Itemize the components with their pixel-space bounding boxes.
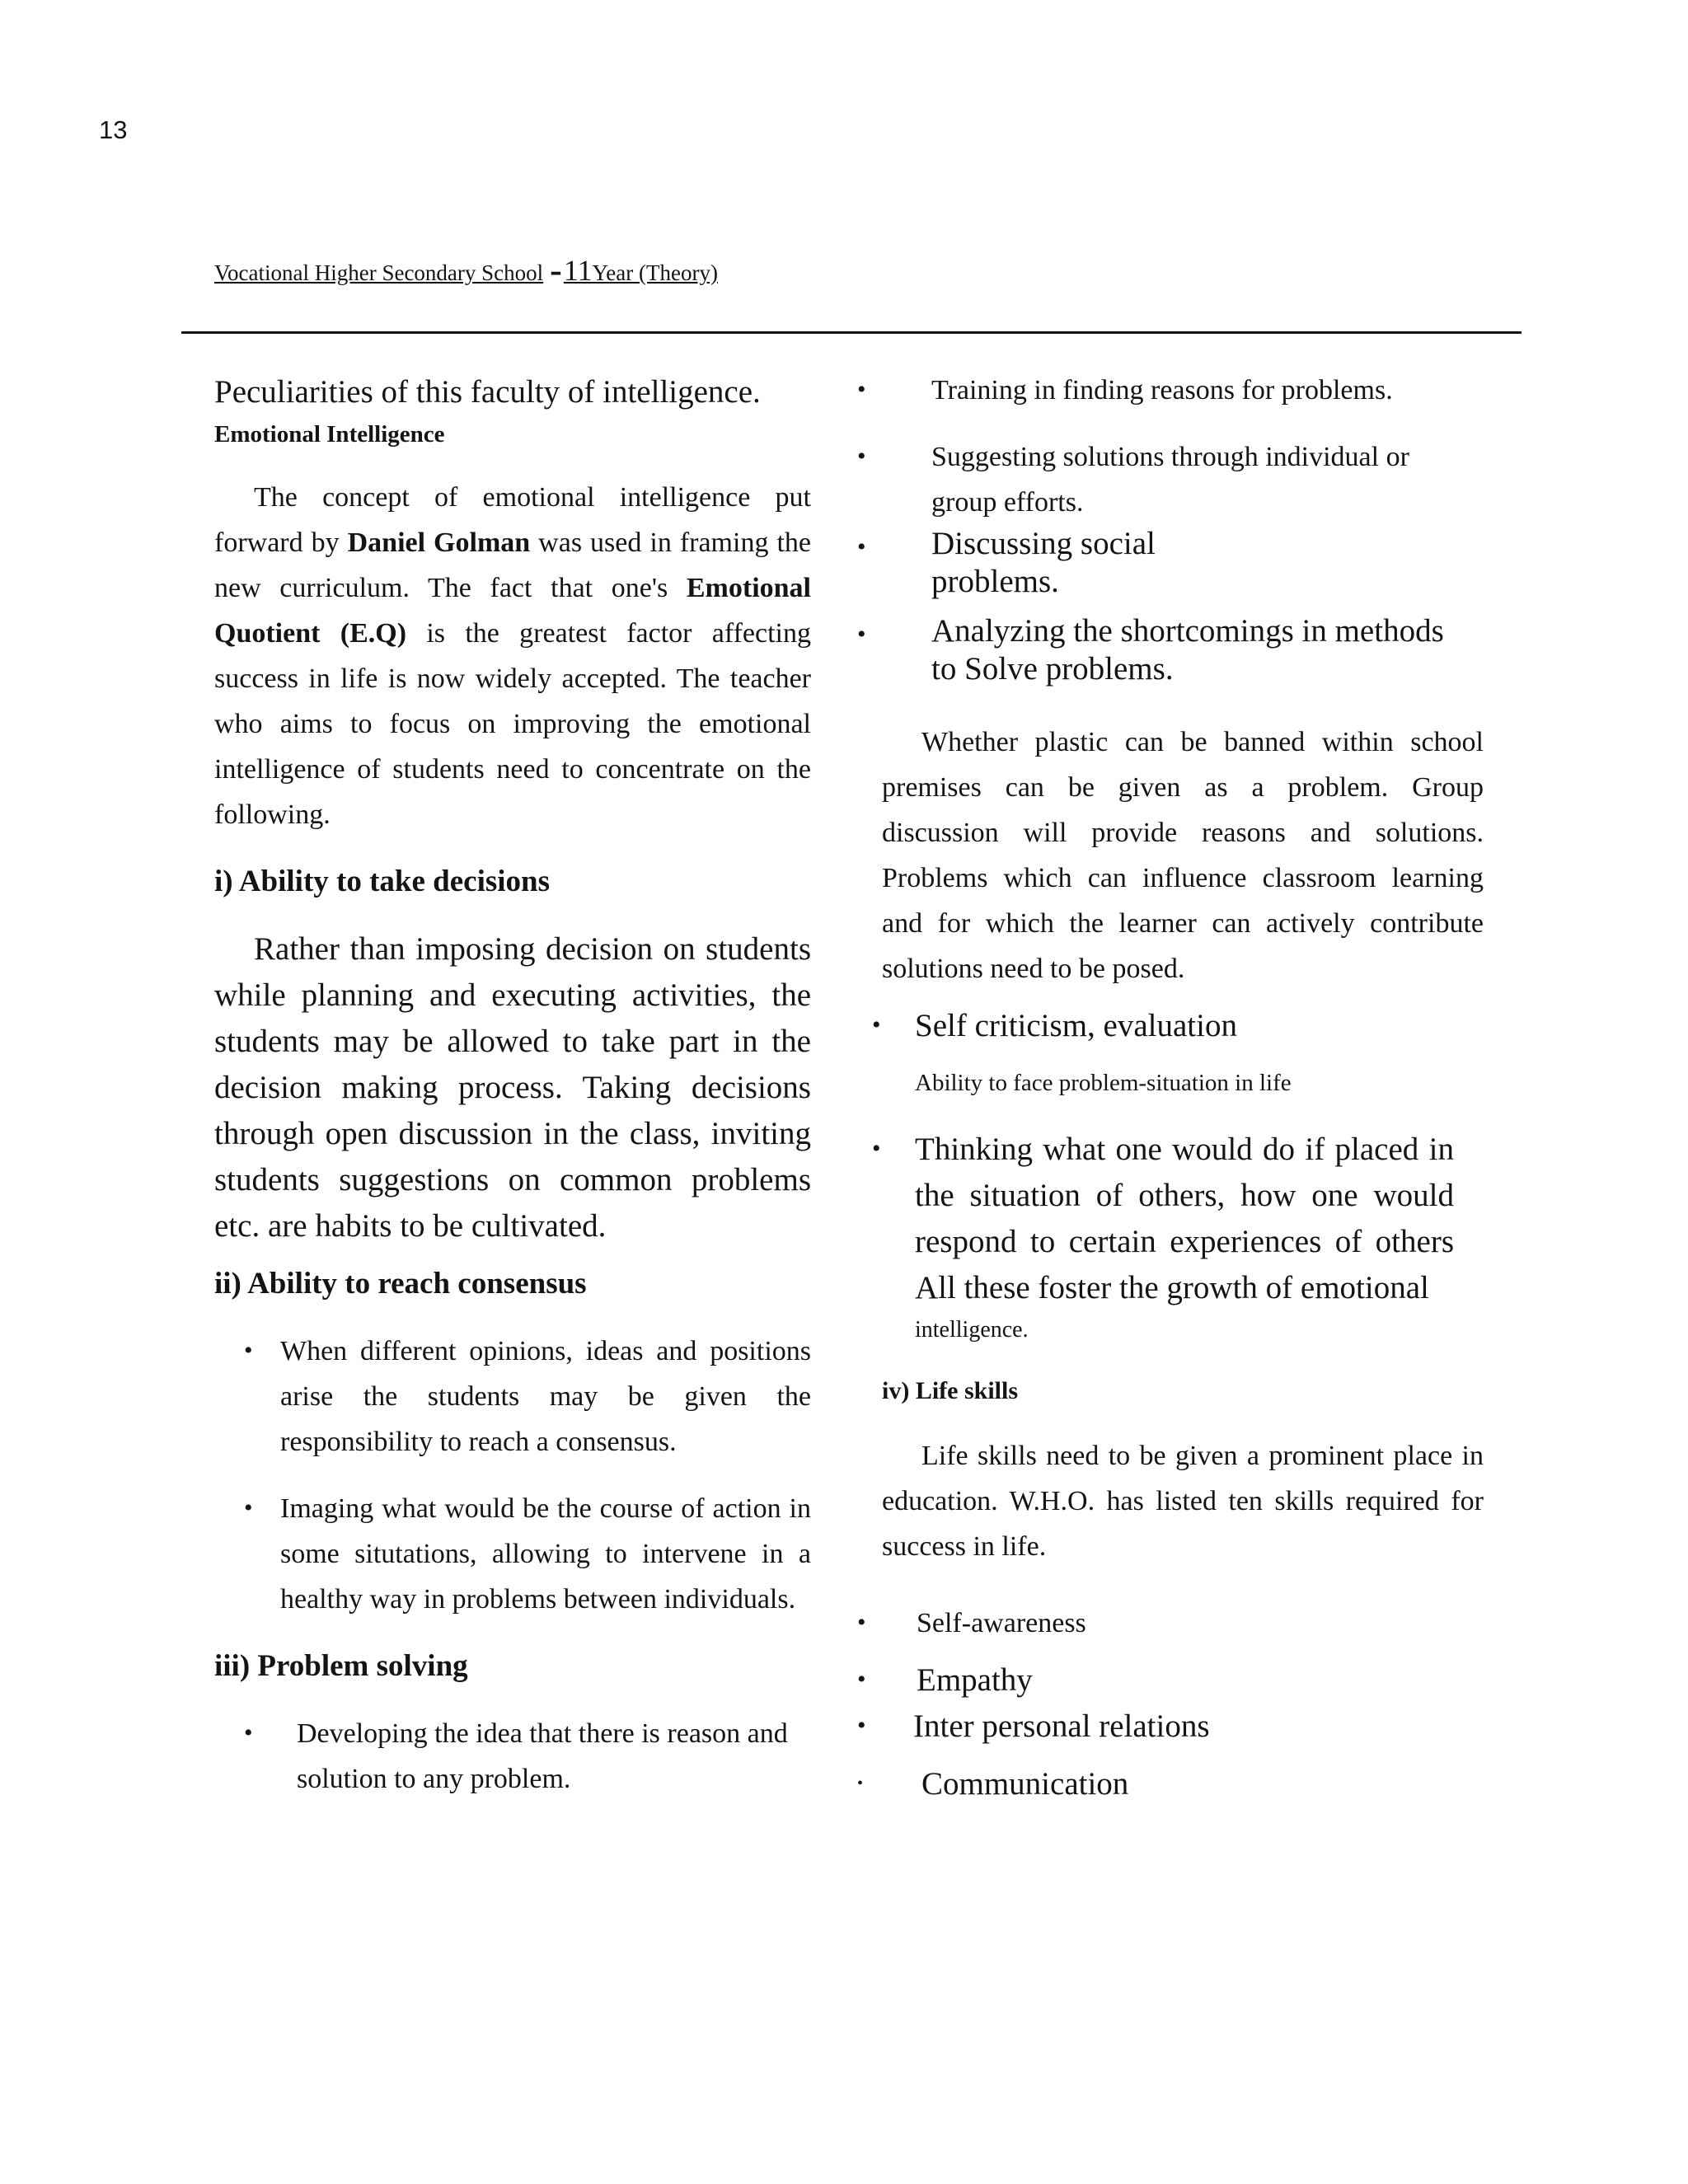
author-name: Daniel Golman: [347, 527, 531, 558]
life-skill-2: Empathy: [917, 1662, 1033, 1698]
heading-problem-solving: iii) Problem solving: [214, 1649, 468, 1683]
problem-situation-line: Ability to face problem-situation in life: [915, 1070, 1292, 1096]
header-dash: -: [550, 250, 562, 290]
list-item: [857, 1601, 1484, 1646]
bullet-icon: •: [872, 1011, 881, 1038]
plastic-paragraph: Whether plastic can be banned within school premises can be given as a problem. Group discussion will provide reasons and solutions. Problems which can influence classroom learning and for which the learner can actively contribute solutions need to be posed.: [882, 727, 1484, 984]
para1-part3: is the greatest factor affecting success in life is now widely accepted. The teacher who aims to focus on improving the emotional intelligence of students need to concentrate on the following.: [214, 618, 811, 830]
bullet-icon: •: [857, 621, 866, 648]
bullet-icon: •: [857, 1666, 866, 1693]
list-item: [857, 612, 1484, 688]
problem-item-2: Training in finding reasons for problems.: [931, 375, 1393, 405]
list-item: [872, 1127, 1484, 1311]
right-column: [857, 368, 1484, 1807]
list-item: [857, 1761, 1484, 1807]
bullet-icon: •: [244, 1719, 253, 1746]
problem-item-1: Developing the idea that there is reason and solution to any problem.: [297, 1718, 788, 1794]
list-item: [214, 1711, 854, 1802]
para1-part2: was used in framing the new curriculum. The fact that one's: [214, 527, 811, 603]
list-item: [857, 434, 1484, 525]
section-title: Emotional Intelligence: [214, 421, 445, 448]
left-column: [214, 369, 811, 1802]
eq-term: Emotional Quotient (E.Q): [214, 573, 811, 649]
thinking-item: Thinking what one would do if placed in the situation of others, how one would respond to certain experiences of others All these foster the growth of emotional: [915, 1132, 1454, 1305]
life-skill-1: Self-awareness: [917, 1608, 1086, 1638]
self-criticism-item: Self criticism, evaluation: [915, 1008, 1237, 1043]
life-skills-paragraph: Life skills need to be given a prominent place in education. W.H.O. has listed ten skills required for success in life.: [882, 1441, 1484, 1562]
list-item: [857, 368, 1484, 413]
thinking-item-tail: intelligence.: [915, 1317, 1029, 1343]
list-item: [857, 525, 1484, 601]
bullet-icon: •: [872, 1135, 881, 1162]
list-item: [214, 1486, 811, 1622]
bullet-icon: •: [857, 1774, 864, 1793]
running-header: [214, 247, 718, 289]
bullet-icon: •: [857, 1609, 866, 1636]
heading-life-skills: iv) Life skills: [882, 1377, 1019, 1404]
life-skill-3: Inter personal relations: [913, 1708, 1210, 1744]
header-suffix: Year (Theory): [592, 260, 718, 285]
problem-item-5: Analyzing the shortcomings in methods to Solve problems.: [931, 613, 1444, 687]
header-prefix: Vocational Higher Secondary School: [214, 260, 544, 285]
heading-ability-decisions: i) Ability to take decisions: [214, 865, 551, 898]
heading-ability-consensus: ii) Ability to reach consensus: [214, 1267, 587, 1301]
para1-part1: The concept of emotional intelligence put forward by: [214, 482, 811, 558]
bullet-icon: •: [244, 1337, 253, 1364]
header-rule: [181, 331, 1522, 334]
bullet-icon: •: [857, 443, 866, 470]
life-skill-4: Communication: [921, 1766, 1129, 1802]
emotional-intelligence-paragraph: [214, 475, 811, 837]
header-year-number: 11: [563, 254, 593, 287]
bullet-icon: •: [857, 533, 866, 560]
consensus-item-2: Imaging what would be the course of action in some situtations, allowing to intervene in a healthy way in problems between individuals.: [280, 1493, 811, 1615]
decisions-paragraph: Rather than imposing decision on students while planning and executing activities, the students may be allowed to take part in the decision making process. Taking decisions through open discussion in the class, inviting students suggestions on common problems etc. are habits to be cultivated.: [214, 931, 811, 1244]
bullet-icon: •: [857, 376, 866, 403]
consensus-item-1: When different opinions, ideas and positions arise the students may be given the responsibility to reach a consensus.: [280, 1336, 811, 1457]
page-number: 13: [99, 115, 128, 144]
list-item: [872, 1003, 1484, 1049]
list-item: [857, 1704, 1484, 1750]
intro-heading: Peculiarities of this faculty of intelligence.: [214, 374, 761, 410]
list-item: [214, 1329, 811, 1465]
bullet-icon: •: [244, 1494, 253, 1521]
problem-item-3: Suggesting solutions through individual or group efforts.: [931, 442, 1409, 518]
bullet-icon: •: [857, 1712, 866, 1739]
problem-item-4: Discussing social problems.: [931, 526, 1156, 599]
list-item: [857, 1657, 1484, 1704]
